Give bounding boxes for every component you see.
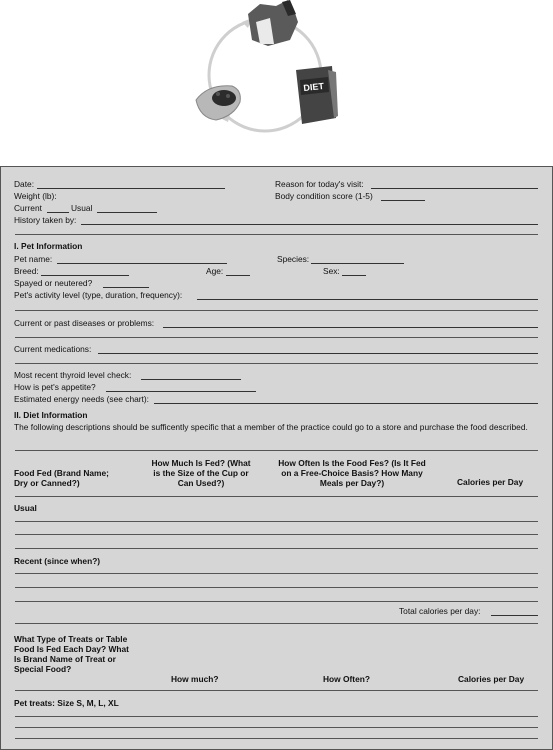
treats-how-much: How much? [171,674,219,684]
pet-name-field[interactable] [57,263,227,264]
breed-field[interactable] [41,275,129,276]
spayed-label: Spayed or neutered? [14,278,93,288]
weight-label: Weight (lb): [14,191,57,201]
pet-treats-label: Pet treats: Size S, M, L, XL [14,698,119,708]
bcs-label: Body condition score (1-5) [275,191,373,201]
reason-field[interactable] [371,188,538,189]
history-label: History taken by: [14,215,77,225]
activity-label: Pet's activity level (type, duration, frequency): [14,290,183,300]
current-weight-field[interactable] [47,212,69,213]
col-food-fed: Food Fed (Brand Name; Dry or Canned?) [14,468,109,488]
sex-field[interactable] [342,275,366,276]
divider [15,496,538,497]
sex-label: Sex: [323,266,340,276]
divider [15,623,538,624]
energy-label: Estimated energy needs (see chart): [14,394,149,404]
treats-how-often: How Often? [323,674,370,684]
usual-diet-label: Usual [14,503,37,513]
reason-label: Reason for today's visit: [275,179,364,189]
total-calories-field[interactable] [491,615,538,616]
energy-field[interactable] [154,403,538,404]
diet-cycle-illustration [190,0,340,140]
divider [15,234,538,235]
treats-line[interactable] [15,738,538,739]
section1-title: I. Pet Information [14,241,83,251]
usual-diet-line[interactable] [15,548,538,549]
appetite-field[interactable] [106,391,256,392]
dog-cat-icon [248,0,298,46]
divider [15,690,538,691]
pet-name-label: Pet name: [14,254,53,264]
section2-title: II. Diet Information [14,410,88,420]
divider [15,450,538,451]
treats-calories: Calories per Day [458,674,525,684]
thyroid-label: Most recent thyroid level check: [14,370,132,380]
activity-field[interactable] [197,299,538,300]
diet-bag-icon [296,66,338,124]
usual-weight-field[interactable] [97,212,157,213]
species-field[interactable] [311,263,404,264]
medications-field[interactable] [98,353,538,354]
spayed-field[interactable] [103,287,149,288]
usual-weight-label: Usual [71,203,93,213]
total-calories-label: Total calories per day: [399,606,481,616]
col-how-often: How Often Is the Food Fes? (Is It Fed on a Free-Choice Basis? How Many Meals per Day?) [278,458,426,488]
hand-food-icon [196,86,240,120]
current-weight-label: Current [14,203,42,213]
species-label: Species: [277,254,310,264]
date-field[interactable] [37,188,225,189]
section2-description: The following descriptions should be sufficently specific that a member of the practice could go to a store and purchase the food described. [14,422,528,432]
breed-label: Breed: [14,266,39,276]
recent-diet-line[interactable] [15,587,538,588]
usual-diet-line[interactable] [15,534,538,535]
bcs-field[interactable] [381,200,425,201]
medications-line[interactable] [15,363,538,364]
medications-label: Current medications: [14,344,92,354]
activity-line[interactable] [15,310,538,311]
diseases-label: Current or past diseases or problems: [14,318,155,328]
age-label: Age: [206,266,224,276]
treats-question: What Type of Treats or Table Food Is Fed Each Day? What Is Brand Name of Treat or Special Food? [14,634,129,674]
age-field[interactable] [226,275,250,276]
col-calories: Calories per Day [457,477,524,487]
recent-diet-line[interactable] [15,601,538,602]
diseases-line[interactable] [15,337,538,338]
appetite-label: How is pet's appetite? [14,382,96,392]
treats-line[interactable] [15,716,538,717]
treats-line[interactable] [15,727,538,728]
history-field[interactable] [81,224,538,225]
date-label: Date: [14,179,35,189]
thyroid-field[interactable] [141,379,241,380]
diseases-field[interactable] [163,327,538,328]
recent-diet-label: Recent (since when?) [14,556,101,566]
col-how-much: How Much Is Fed? (What is the Size of the Cup or Can Used?) [151,458,251,488]
diet-bag-label: DIET [302,80,325,94]
pet-diet-form [0,166,553,750]
recent-diet-line[interactable] [15,573,538,574]
usual-diet-line[interactable] [15,521,538,522]
